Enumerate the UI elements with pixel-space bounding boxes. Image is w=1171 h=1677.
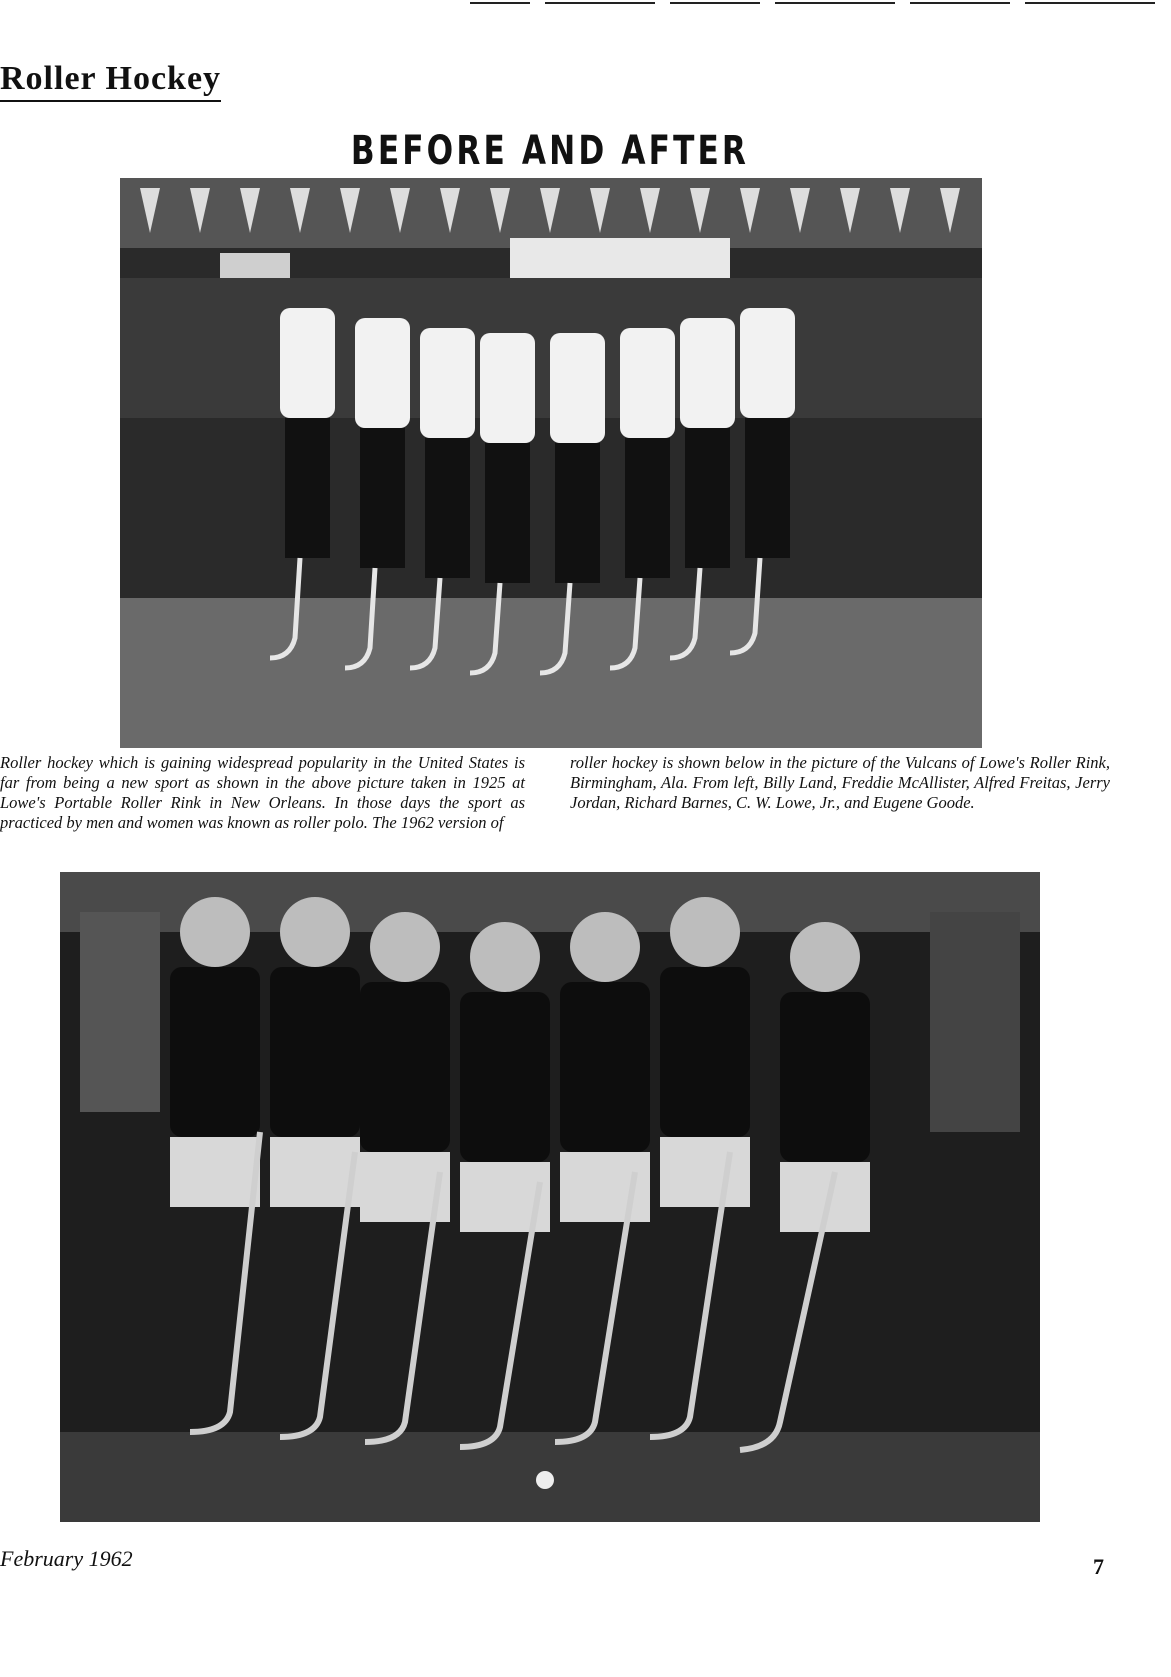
photo-1925-team <box>120 178 982 748</box>
caption-left: Roller hockey which is gaining widespread popularity in the United States is far from being a new sport as shown in the above picture taken in 1925 at Lowe's Portable Roller Rink in New Orleans. In those days the sport as practiced by men and women was known as roller polo. The 1962 version of <box>0 753 525 832</box>
caption-right: roller hockey is shown below in the picture of the Vulcans of Lowe's Roller Rink, Birmingham, Ala. From left, Billy Land, Freddie McAllister, Alfred Freitas, Jerry Jordan, Richard Barnes, C. W. Lowe, Jr., and Eugene Goode. <box>570 753 1110 812</box>
top-rule <box>470 0 1160 6</box>
photo-vulcans-team <box>60 872 1040 1522</box>
headline: BEFORE AND AFTER <box>350 128 750 174</box>
section-title: Roller Hockey <box>0 60 221 102</box>
page-number: 7 <box>1093 1554 1104 1579</box>
footer-date: February 1962 <box>0 1546 133 1571</box>
